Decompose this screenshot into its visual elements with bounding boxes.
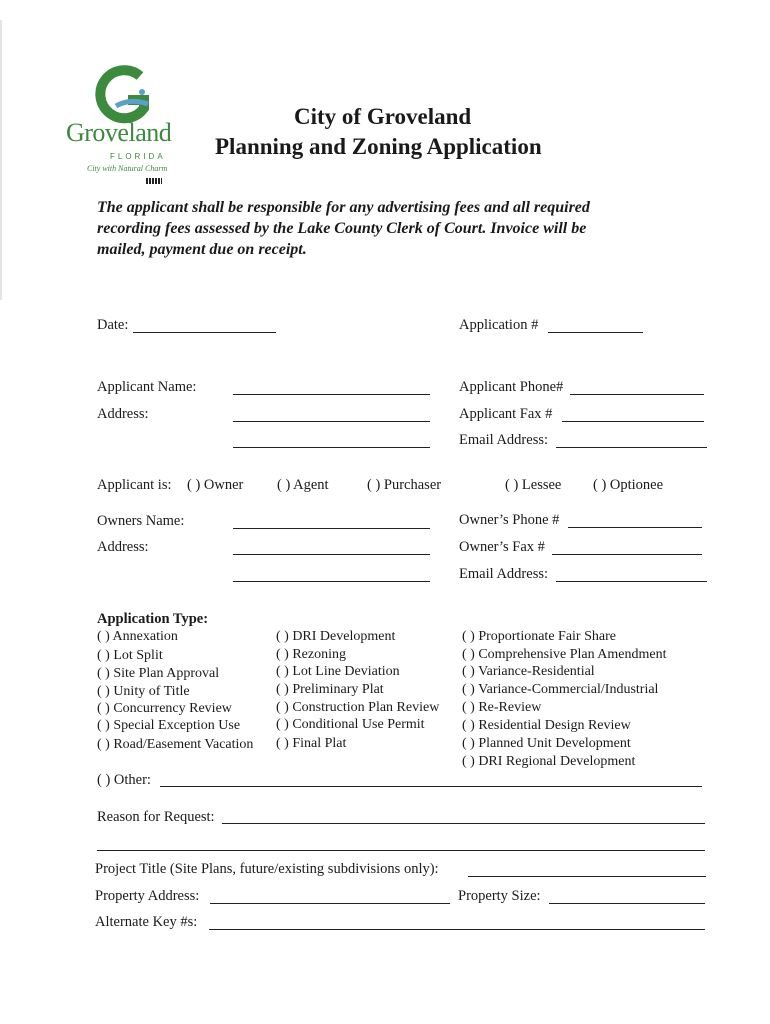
notice-line-2: recording fees assessed by the Lake County Clerk of Court. Invoice will be [97, 220, 587, 237]
owners-address-label: Address: [97, 539, 149, 555]
applicant-address-field[interactable] [233, 421, 430, 422]
owners-phone-label: Owner’s Phone # [459, 512, 560, 528]
reason-label: Reason for Request: [97, 809, 215, 825]
owners-address-field-2[interactable] [233, 581, 430, 582]
applicant-email-field[interactable] [556, 447, 707, 448]
type-special-exception-use[interactable]: ( ) Special Exception Use [97, 718, 241, 733]
applicant-address-field-2[interactable] [233, 447, 430, 448]
applicant-fax-field[interactable] [562, 421, 704, 422]
type-conditional-use-permit[interactable]: ( ) Conditional Use Permit [276, 717, 425, 732]
owners-fax-label: Owner’s Fax # [459, 539, 545, 555]
property-size-field[interactable] [549, 903, 705, 904]
property-size-label: Property Size: [458, 888, 541, 904]
date-label: Date: [97, 317, 129, 333]
logo-state: FLORIDA [110, 152, 166, 161]
type-unity-of-title[interactable]: ( ) Unity of Title [97, 684, 190, 699]
property-address-label: Property Address: [95, 888, 200, 904]
type-annexation[interactable]: ( ) Annexation [97, 629, 178, 644]
role-owner-checkbox[interactable]: ( ) Owner [187, 477, 244, 493]
owners-name-field[interactable] [233, 528, 430, 529]
application-number-field[interactable] [548, 332, 643, 333]
type-planned-unit-development[interactable]: ( ) Planned Unit Development [462, 736, 631, 751]
type-rezoning[interactable]: ( ) Rezoning [276, 647, 346, 662]
type-proportionate-fair-share[interactable]: ( ) Proportionate Fair Share [462, 629, 616, 644]
type-comprehensive-plan-amendment[interactable]: ( ) Comprehensive Plan Amendment [462, 647, 667, 662]
property-address-field[interactable] [210, 903, 450, 904]
type-dri-regional-development[interactable]: ( ) DRI Regional Development [462, 754, 636, 769]
logo-tagline: City with Natural Charm [87, 164, 168, 173]
applicant-email-label: Email Address: [459, 432, 549, 448]
type-dri-development[interactable]: ( ) DRI Development [276, 629, 396, 644]
applicant-name-field[interactable] [233, 394, 430, 395]
other-field[interactable] [160, 786, 702, 787]
type-residential-design-review[interactable]: ( ) Residential Design Review [462, 718, 631, 733]
owners-fax-field[interactable] [552, 554, 702, 555]
project-title-field[interactable] [468, 876, 706, 877]
applicant-address-label: Address: [97, 406, 149, 422]
scan-edge [0, 20, 2, 300]
reason-field-2[interactable] [97, 850, 705, 851]
owners-name-label: Owners Name: [97, 513, 185, 529]
application-type-heading: Application Type: [97, 611, 209, 627]
alternate-key-field[interactable] [209, 929, 705, 930]
type-variance-commercial-industrial[interactable]: ( ) Variance-Commercial/Industrial [462, 682, 659, 697]
application-number-label: Application # [459, 317, 539, 333]
applicant-name-label: Applicant Name: [97, 379, 197, 395]
type-variance-residential[interactable]: ( ) Variance-Residential [462, 664, 595, 679]
type-construction-plan-review[interactable]: ( ) Construction Plan Review [276, 700, 440, 715]
owners-email-field[interactable] [556, 581, 707, 582]
alternate-key-label: Alternate Key #s: [95, 914, 198, 930]
applicant-phone-label: Applicant Phone# [459, 379, 564, 395]
owners-address-field[interactable] [233, 554, 430, 555]
role-optionee-checkbox[interactable]: ( ) Optionee [593, 477, 664, 493]
logo-wordmark: Groveland [66, 118, 172, 147]
notice-line-3: mailed, payment due on receipt. [97, 241, 307, 258]
type-preliminary-plat[interactable]: ( ) Preliminary Plat [276, 682, 384, 697]
role-agent-checkbox[interactable]: ( ) Agent [277, 477, 329, 493]
applicant-is-label: Applicant is: [97, 477, 172, 493]
barcode-mark [146, 178, 162, 184]
reason-field[interactable] [222, 823, 705, 824]
page-subtitle: Planning and Zoning Application [215, 134, 542, 159]
type-road-easement-vacation[interactable]: ( ) Road/Easement Vacation [97, 737, 254, 752]
type-final-plat[interactable]: ( ) Final Plat [276, 736, 347, 751]
type-lot-line-deviation[interactable]: ( ) Lot Line Deviation [276, 664, 400, 679]
type-site-plan-approval[interactable]: ( ) Site Plan Approval [97, 666, 220, 681]
other-label: ( ) Other: [97, 772, 151, 788]
role-lessee-checkbox[interactable]: ( ) Lessee [505, 477, 562, 493]
applicant-phone-field[interactable] [570, 394, 704, 395]
page-title: City of Groveland [294, 104, 472, 129]
notice-line-1: The applicant shall be responsible for any advertising fees and all required [97, 199, 590, 216]
type-re-review[interactable]: ( ) Re-Review [462, 700, 542, 715]
role-purchaser-checkbox[interactable]: ( ) Purchaser [367, 477, 442, 493]
owners-phone-field[interactable] [568, 527, 702, 528]
type-lot-split[interactable]: ( ) Lot Split [97, 648, 163, 663]
type-concurrency-review[interactable]: ( ) Concurrency Review [97, 701, 232, 716]
owners-email-label: Email Address: [459, 566, 549, 582]
applicant-fax-label: Applicant Fax # [459, 406, 553, 422]
project-title-label: Project Title (Site Plans, future/existing subdivisions only): [95, 861, 439, 877]
date-field[interactable] [133, 332, 276, 333]
